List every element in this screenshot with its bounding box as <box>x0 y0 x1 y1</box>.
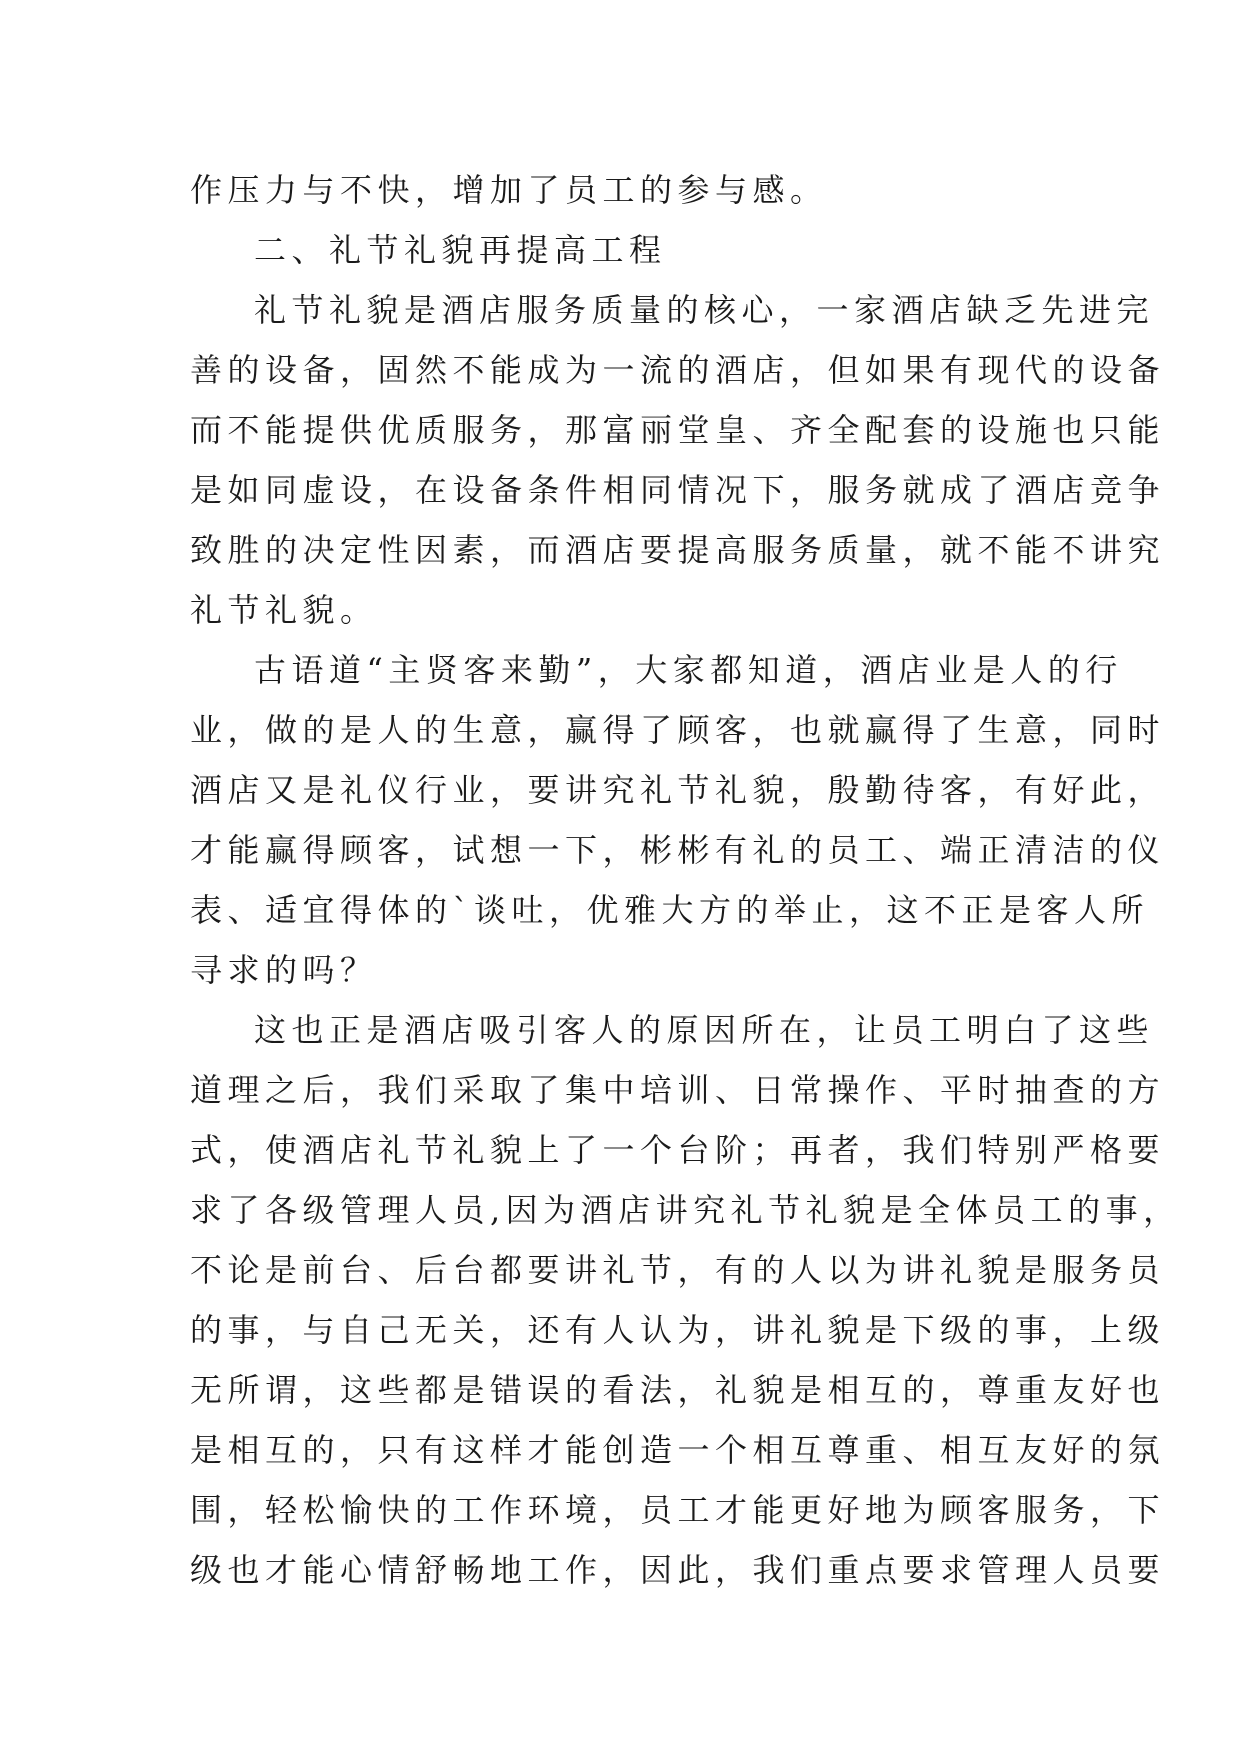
text-line: 寻求的吗？ <box>190 951 378 989</box>
text-line: 表、适宜得体的`谈吐，优雅大方的举止，这不正是客人所 <box>190 891 1150 929</box>
text-line: 作压力与不快，增加了员工的参与感。 <box>190 171 828 209</box>
text-line: 围，轻松愉快的工作环境，员工才能更好地为顾客服务，下 <box>190 1491 1166 1529</box>
text-line: 级也才能心情舒畅地工作，因此，我们重点要求管理人员要 <box>190 1551 1166 1589</box>
text-line: 酒店又是礼仪行业，要讲究礼节礼貌，殷勤待客，有好此， <box>190 771 1166 809</box>
text-line: 而不能提供优质服务，那富丽堂皇、齐全配套的设施也只能 <box>190 411 1166 449</box>
text-line: 致胜的决定性因素，而酒店要提高服务质量，就不能不讲究 <box>190 531 1166 569</box>
document-body <box>190 160 1181 1600</box>
text-line: 道理之后，我们采取了集中培训、日常操作、平时抽查的方 <box>190 1071 1166 1109</box>
text-line: 不论是前台、后台都要讲礼节，有的人以为讲礼貌是服务员 <box>190 1251 1166 1289</box>
text-line: 善的设备，固然不能成为一流的酒店，但如果有现代的设备 <box>190 351 1166 389</box>
section-heading: 二、礼节礼貌再提高工程 <box>254 231 667 269</box>
text-line: 这也正是酒店吸引客人的原因所在，让员工明白了这些 <box>254 1011 1155 1049</box>
text-line: 业，做的是人的生意，赢得了顾客，也就赢得了生意，同时 <box>190 711 1166 749</box>
text-line: 是相互的，只有这样才能创造一个相互尊重、相互友好的氛 <box>190 1431 1166 1469</box>
text-line: 的事，与自己无关，还有人认为，讲礼貌是下级的事，上级 <box>190 1311 1166 1349</box>
text-line: 求了各级管理人员,因为酒店讲究礼节礼貌是全体员工的事， <box>190 1191 1181 1229</box>
text-line: 礼节礼貌。 <box>190 591 378 629</box>
text-line: 礼节礼貌是酒店服务质量的核心，一家酒店缺乏先进完 <box>254 291 1155 329</box>
text-line: 是如同虚设，在设备条件相同情况下，服务就成了酒店竞争 <box>190 471 1166 509</box>
text-line: 无所谓，这些都是错误的看法，礼貌是相互的，尊重友好也 <box>190 1371 1166 1409</box>
text-line: 才能赢得顾客，试想一下，彬彬有礼的员工、端正清洁的仪 <box>190 831 1166 869</box>
text-line: 古语道“主贤客来勤”，大家都知道，酒店业是人的行 <box>254 651 1123 689</box>
text-line: 式，使酒店礼节礼貌上了一个台阶；再者，我们特别严格要 <box>190 1131 1166 1169</box>
